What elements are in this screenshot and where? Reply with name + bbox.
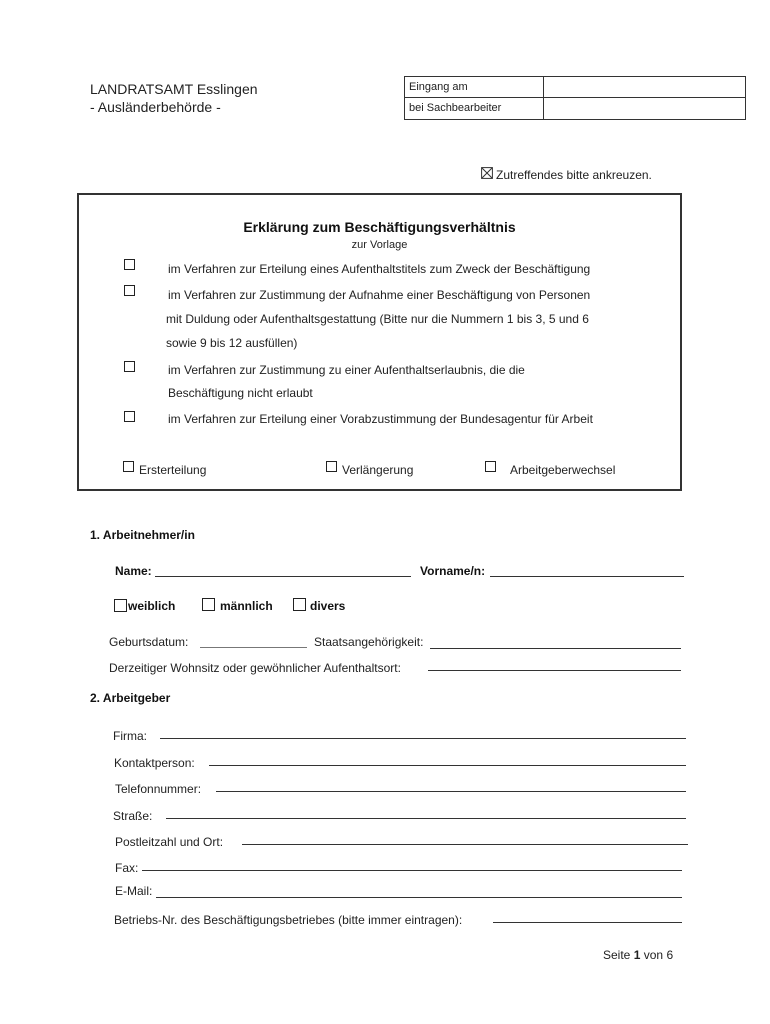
declaration-box [77, 193, 682, 491]
page-indicator [603, 948, 673, 962]
procedure-2-text-line1: im Verfahren zur Zustimmung der Aufnahme einer Beschäftigung von Personen [168, 288, 591, 302]
type-employer-change-label: Arbeitgeberwechsel [510, 463, 616, 477]
employer-heading: 2. Arbeitgeber [90, 691, 171, 705]
procedure-4-checkbox[interactable] [124, 411, 135, 422]
type-initial-checkbox[interactable] [123, 461, 134, 472]
intake-row-clerk [405, 98, 745, 119]
email-line [156, 897, 682, 898]
name-line [155, 576, 411, 577]
type-extension-checkbox[interactable] [326, 461, 337, 472]
declaration-subtitle: zur Vorlage [351, 239, 408, 251]
office-department: - Ausländerbehörde - [90, 99, 221, 115]
procedure-2-text-line3: sowie 9 bis 12 ausfüllen) [166, 336, 298, 350]
phone-label: Telefonnummer: [115, 782, 202, 796]
intake-row-received [405, 77, 745, 98]
birthdate-input[interactable] [202, 632, 305, 646]
email-label: E-Mail: [115, 884, 153, 898]
phone-input[interactable] [218, 776, 684, 790]
name-label: Name: [115, 564, 152, 578]
page-separator: von [643, 948, 664, 962]
nationality-label: Staatsangehörigkeit: [314, 635, 424, 649]
type-employer-change-checkbox[interactable] [485, 461, 496, 472]
fax-input[interactable] [144, 855, 680, 869]
employee-heading: 1. Arbeitnehmer/in [90, 528, 195, 542]
fax-label: Fax: [115, 861, 139, 875]
nationality-input[interactable] [432, 633, 679, 647]
gender-diverse-checkbox[interactable] [293, 598, 306, 611]
firstname-line [490, 576, 684, 577]
gender-female-label: weiblich [128, 599, 176, 613]
phone-line [216, 791, 686, 792]
residence-line [428, 670, 681, 671]
company-input[interactable] [162, 723, 684, 737]
page-number: 1 [633, 948, 641, 962]
postal-city-label: Postleitzahl und Ort: [115, 835, 224, 849]
residence-input[interactable] [430, 655, 679, 669]
street-input[interactable] [168, 803, 684, 817]
procedure-3-checkbox[interactable] [124, 361, 135, 372]
received-value-cell [543, 77, 745, 98]
procedure-1-checkbox[interactable] [124, 259, 135, 270]
birthdate-label: Geburtsdatum: [109, 635, 189, 649]
name-input[interactable] [157, 561, 409, 575]
business-number-line [493, 922, 682, 923]
company-label: Firma: [113, 729, 147, 743]
business-number-label: Betriebs-Nr. des Beschäftigungsbetriebes (bitte immer eintragen): [114, 913, 463, 927]
residence-label: Derzeitiger Wohnsitz oder gewöhnlicher Aufenthaltsort: [109, 661, 401, 675]
gender-male-checkbox[interactable] [202, 598, 215, 611]
postal-city-input[interactable] [244, 829, 686, 843]
contact-line [209, 765, 686, 766]
procedure-2-text-line2: mit Duldung oder Aufenthaltsgestattung (Bitte nur die Nummern 1 bis 3, 5 und 6 [166, 312, 589, 326]
firstname-input[interactable] [492, 561, 682, 575]
gender-diverse-label: divers [310, 599, 346, 613]
contact-input[interactable] [211, 750, 684, 764]
page-total: 6 [666, 948, 674, 962]
clerk-label: bei Sachbearbeiter [409, 102, 502, 114]
declaration-title: Erklärung zum Beschäftigungsverhältnis [243, 219, 516, 235]
type-initial-label: Ersterteilung [139, 463, 207, 477]
instruction-text: Zutreffendes bitte ankreuzen. [496, 168, 652, 182]
gender-male-label: männlich [220, 599, 273, 613]
page-prefix: Seite [603, 948, 631, 962]
office-name: LANDRATSAMT Esslingen [90, 81, 258, 97]
email-input[interactable] [158, 882, 680, 896]
fax-line [142, 870, 682, 871]
street-line [166, 818, 686, 819]
clerk-value-cell [543, 98, 745, 119]
birthdate-line [200, 647, 307, 648]
type-extension-label: Verlängerung [342, 463, 414, 477]
procedure-3-text-line2: Beschäftigung nicht erlaubt [168, 386, 313, 400]
gender-female-checkbox[interactable] [114, 599, 127, 612]
contact-label: Kontaktperson: [114, 756, 195, 770]
business-number-input[interactable] [495, 907, 680, 921]
firstname-label: Vorname/n: [420, 564, 486, 578]
street-label: Straße: [113, 809, 153, 823]
postal-city-line [242, 844, 688, 845]
procedure-4-text: im Verfahren zur Erteilung einer Vorabzustimmung der Bundesagentur für Arbeit [168, 412, 593, 426]
company-line [160, 738, 686, 739]
procedure-3-text-line1: im Verfahren zur Zustimmung zu einer Aufenthaltserlaubnis, die die [168, 363, 525, 377]
received-label: Eingang am [409, 81, 468, 93]
crossed-checkbox-icon [481, 167, 493, 179]
procedure-2-checkbox[interactable] [124, 285, 135, 296]
procedure-1-text: im Verfahren zur Erteilung eines Aufenthaltstitels zum Zweck der Beschäftigung [168, 262, 591, 276]
intake-table [404, 76, 746, 120]
nationality-line [430, 648, 681, 649]
